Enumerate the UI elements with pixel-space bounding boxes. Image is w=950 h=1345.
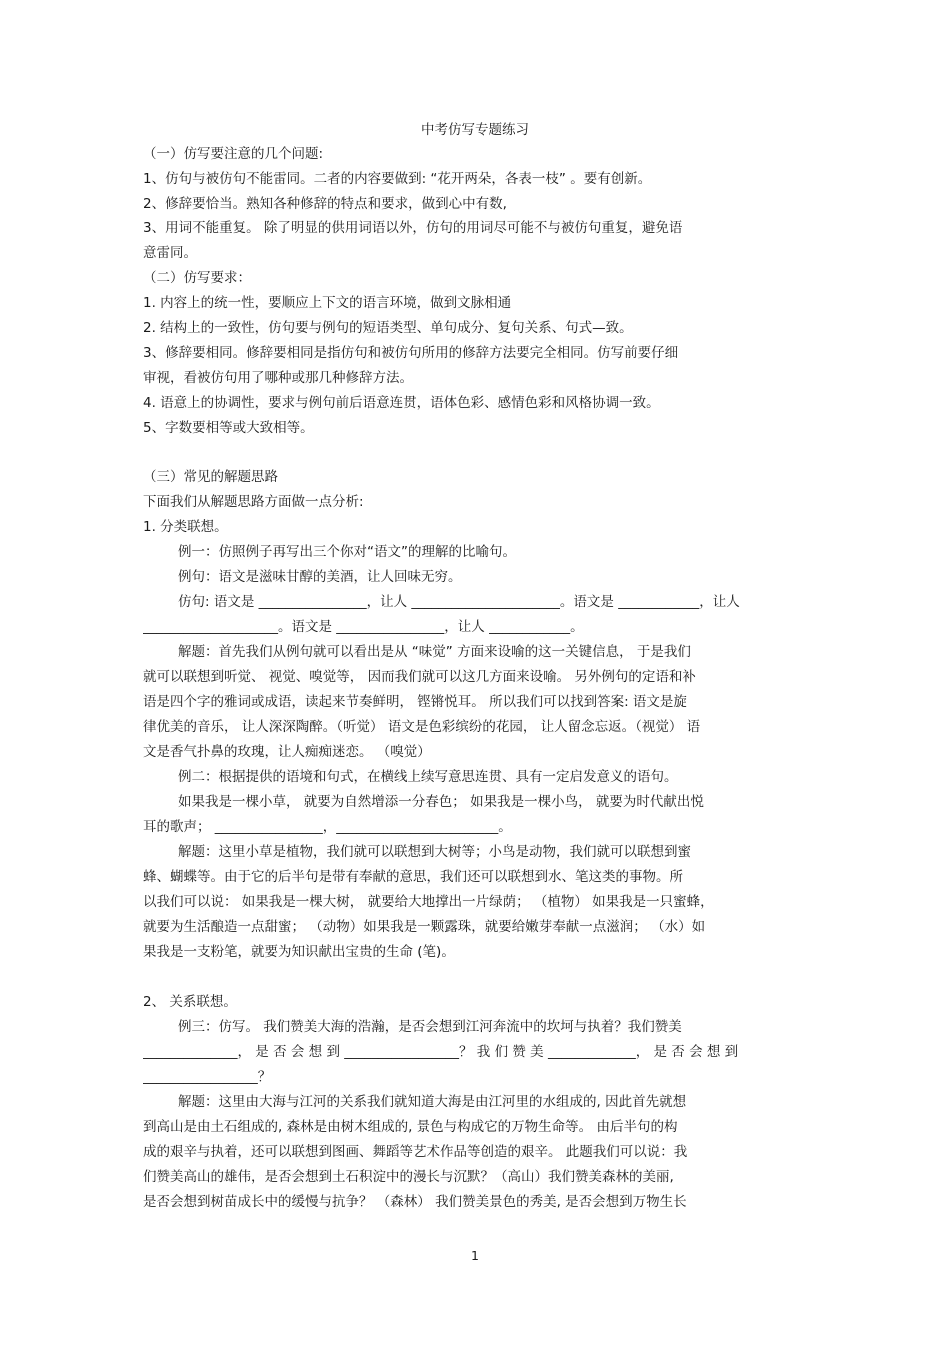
- text-line: 1、仿句与被仿句不能雷同。二者的内容要做到: “花开两朵，各表一枝” 。要有创新。: [143, 171, 652, 187]
- section-heading-1: （一）仿写要注意的几个问题:: [143, 146, 324, 162]
- text-line: 例二：根据提供的语境和句式，在横线上续写意思连贯、具有一定启发意义的语句。: [178, 769, 678, 785]
- text-line: 语是四个字的雅词或成语，读起来节奏鲜明， 铿锵悦耳。 所以我们可以找到答案: 语文是旋: [143, 694, 687, 710]
- text-line: 律优美的音乐， 让人深深陶醉。（听觉） 语文是色彩缤纷的花园， 让人留念忘返。（视觉） 语: [143, 719, 701, 735]
- text-line: 就可以联想到听觉、 视觉、嗅觉等， 因而我们就可以这几方面来设喻。 另外例句的定语和补: [143, 669, 696, 685]
- text-line: 意雷同。: [143, 245, 197, 261]
- text-line: 如果我是一棵小草， 就要为自然增添一分春色； 如果我是一棵小鸟， 就要为时代献出悦: [178, 794, 704, 810]
- page-title: 中考仿写专题练习: [421, 122, 529, 138]
- text-line: 2、修辞要恰当。熟知各种修辞的特点和要求，做到心中有数,: [143, 196, 507, 212]
- text-line: 文是香气扑鼻的玫瑰，让人痴痴迷恋。 （嗅觉）: [143, 744, 431, 760]
- text-line: 到高山是由土石组成的, 森林是由树木组成的, 景色与构成它的万物生命等。 由后半句的构: [143, 1119, 678, 1135]
- text-line: 3、用词不能重复。 除了明显的供用词语以外，仿句的用词尽可能不与被仿句重复，避免语: [143, 220, 683, 236]
- text-line: 4. 语意上的协调性，要求与例句前后语意连贯，语体色彩、感情色彩和风格协调一致。: [143, 395, 660, 411]
- text-line: 审视，看被仿句用了哪种或那几种修辞方法。: [143, 370, 413, 386]
- text-line: 果我是一支粉笔，就要为知识献出宝贵的生命 (笔)。: [143, 944, 455, 960]
- text-line: 解题：这里由大海与江河的关系我们就知道大海是由江河里的水组成的, 因此首先就想: [178, 1094, 687, 1110]
- text-line: 以我们可以说： 如果我是一棵大树， 就要给大地撑出一片绿荫； （植物） 如果我是一只蜜蜂，: [143, 894, 714, 910]
- text-line: 例三：仿写。 我们赞美大海的浩瀚，是否会想到江河奔流中的坎坷与执着？我们赞美: [178, 1019, 682, 1035]
- text-line: 仿句: 语文是 ________________，让人 ______________________。语文是 ____________，让人: [178, 594, 740, 610]
- section-heading-2: （二）仿写要求：: [143, 270, 251, 286]
- text-line: 例一：仿照例子再写出三个你对“语文”的理解的比喻句。: [178, 544, 516, 560]
- text-line: 2. 结构上的一致性，仿句要与例句的短语类型、单句成分、复句关系、句式—致。: [143, 320, 633, 336]
- subsection-heading: 1. 分类联想。: [143, 519, 228, 535]
- text-line: _________________？: [143, 1069, 272, 1085]
- text-line: 例句：语文是滋味甘醇的美酒，让人回味无穷。: [178, 569, 462, 585]
- subsection-heading: 2、 关系联想。: [143, 994, 237, 1010]
- text-line: 成的艰辛与执着，还可以联想到图画、舞蹈等艺术作品等创造的艰辛。 此题我们可以说：我: [143, 1144, 688, 1160]
- text-line: ______________， 是 否 会 想 到 _________________？ 我 们 赞 美 _____________， 是 否 会 想 到: [143, 1044, 739, 1060]
- text-line: ____________________。语文是 ________________，让人 ____________。: [143, 619, 584, 635]
- text-line: 们赞美高山的雄伟，是否会想到土石积淀中的漫长与沉默？（高山）我们赞美森林的美丽,: [143, 1169, 674, 1185]
- text-line: 3、修辞要相同。修辞要相同是指仿句和被仿句所用的修辞方法要完全相同。仿写前要仔细: [143, 345, 679, 361]
- text-line: 就要为生活酿造一点甜蜜； （动物）如果我是一颗露珠，就要给嫩芽奉献一点滋润； （水）如: [143, 919, 706, 935]
- text-line: 是否会想到树苗成长中的缓慢与抗争？ （森林） 我们赞美景色的秀美, 是否会想到万物生长: [143, 1194, 687, 1210]
- text-line: 蜂、蝴蝶等。由于它的后半句是带有奉献的意思，我们还可以联想到水、笔这类的事物。所: [143, 869, 683, 885]
- text-line: 解题：首先我们从例句就可以看出是从 “味觉” 方面来设喻的这一关键信息， 于是我们: [178, 644, 691, 660]
- text-line: 1. 内容上的统一性，要顺应上下文的语言环境，做到文脉相通: [143, 295, 512, 311]
- page-number: 1: [471, 1248, 479, 1263]
- section-heading-3: （三）常见的解题思路: [143, 469, 278, 485]
- text-line: 耳的歌声； ________________，________________________。: [143, 819, 512, 835]
- text-line: 解题：这里小草是植物，我们就可以联想到大树等；小鸟是动物，我们就可以联想到蜜: [178, 844, 691, 860]
- text-line: 下面我们从解题思路方面做一点分析:: [143, 494, 364, 510]
- text-line: 5、字数要相等或大致相等。: [143, 420, 314, 436]
